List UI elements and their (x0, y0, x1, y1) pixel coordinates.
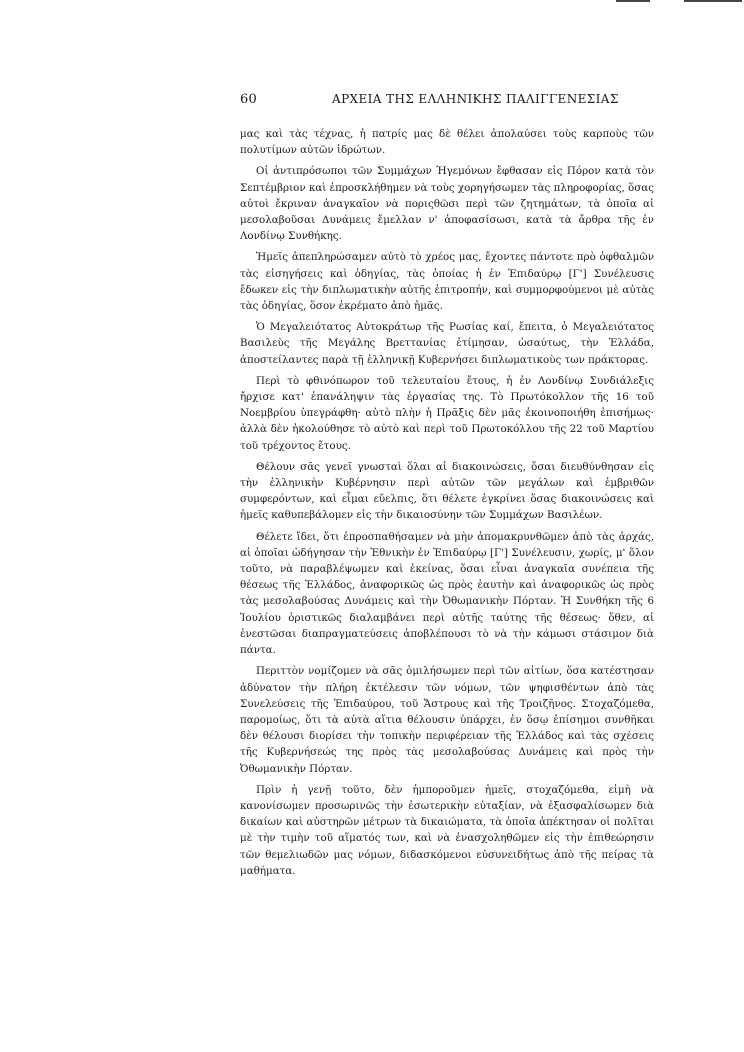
paragraph: Ὁ Μεγαλειότατος Αὐτοκράτωρ τῆς Ρωσίας καί, ἔπειτα, ὁ Μεγαλειότατος Βασιλεὺς τῆς Μεγάλης Βρεττανίας ἐτίμησαν, ὡσαύτως, τὴν Ἑλλάδα, ἀποστείλαντες παρὰ τῇ ἑλληνικῇ Κυβερνήσει διπλωματικοὺς των πράκτορας. (240, 321, 654, 366)
paragraph: Περὶ τὸ φθινόπωρον τοῦ τελευταίου ἔτους, ἡ ἐν Λονδίνῳ Συνδιάλεξις ἤρχισε κατ' ἐπανάληψιν τὰς ἐργασίας της. Τὸ Πρωτόκολλον τῆς 16 τοῦ Νοεμβρίου ὑπεγράφθη· αὐτὸ πλὴν ἡ Πρᾶξις δὲν μᾶς ἐκοινοποιήθη ἐπισήμως· ἀλλὰ δὲν ἠκολούθησε τὸ αὐτὸ καὶ περὶ τοῦ Πρωτοκόλλου τῆς 22 τοῦ Μαρτίου τοῦ τρέχοντος ἔτους. (240, 374, 654, 452)
page-number: 60 (240, 92, 257, 107)
paragraph-continuation: μας καὶ τὰς τέχνας, ἡ πατρίς μας δὲ θέλει ἀπολαύσει τοὺς καρποὺς τῶν πολυτίμων αὐτῶν ἱδρώτων. (240, 128, 654, 157)
paragraph: Θέλετε ἴδει, ὅτι ἐπροσπαθήσαμεν νὰ μὴν ἀπομακρυνθῶμεν ἀπὸ τὰς ἀρχάς, αἱ ὁποῖαι ὡδήγησαν τὴν Ἐθνικὴν ἐν Ἐπιδαύρῳ [Γ'] Συνέλευσιν, χωρίς, μ' ὅλον τοῦτο, νὰ παραβλέψωμεν καὶ ἐκείνας, ὅσαι εἶναι ἀναγκαῖα συνέπεια τῆς θέσεως τῆς Ἑλλάδος, ἀναφορικῶς ὡς πρὸς ἑαυτὴν καὶ ἀναφορικῶς ὡς πρὸς τὰς μεσολαβούσας Δυνάμεις καὶ τὴν Ὀθωμανικὴν Πόρταν. Ἡ Συνθήκη τῆς 6 Ἰουλίου ὁριστικῶς διαλαμβάνει περὶ αὐτῆς ταύτης τῆς θέσεως· ὅθεν, αἱ ἐνεστῶσαι διαπραγματεύσεις ἀποβλέπουσι τὸ νὰ τὴν κάμωσι στάσιμον διὰ πάντα. (240, 530, 654, 657)
paragraph: Ἡμεῖς ἀπεπληρώσαμεν αὐτὸ τὸ χρέος μας, ἔχοντες πάντοτε πρὸ ὀφθαλμῶν τὰς εἰσηγήσεις καὶ ὁδηγίας, τὰς ὁποίας ἡ ἐν Ἐπιδαύρῳ [Γ'] Συνέλευσις ἔδωκεν εἰς τὴν διπλωματικὴν αὐτῆς ἐπιτροπήν, καὶ συμμορφούμενοι μὲ αὐτὰς τὰς ὁδηγίας, ὅσον ἐκρέματο ἀπὸ ἡμᾶς. (240, 251, 654, 313)
paragraph: Περιττὸν νομίζομεν νὰ σᾶς ὁμιλήσωμεν περὶ τῶν αἰτίων, ὅσα κατέστησαν ἀδύνατον τὴν πλήρη ἐκτέλεσιν τῶν νόμων, τῶν ψηφισθέντων ἀπὸ τὰς Συνελεύσεις τῆς Ἐπιδαύρου, τοῦ Ἄστρους καὶ τῆς Τροιζῆνος. Στοχαζόμεθα, παρομοίως, ὅτι τὰ αὐτὰ αἴτια θέλουσιν ὑπάρχει, ἐν ὅσῳ ἐπίσημοι συνθῆκαι δὲν θέλουσι διορίσει τὴν τοπικὴν περιφέρειαν τῆς Ἑλλάδος καὶ τὰς σχέσεις τῆς Κυβερνήσεώς της πρὸς τὰς μεσολαβούσας Δυνάμεις καὶ πρὸς τὴν Ὀθωμανικὴν Πόρταν. (240, 665, 654, 775)
paragraph: Πρὶν ἡ γενῇ τοῦτο, δὲν ἠμποροῦμεν ἡμεῖς, στοχαζόμεθα, εἰμὴ νὰ κανονίσωμεν προσωρινῶς τὴν ἐσωτερικὴν εὐταξίαν, νὰ ἐξασφαλίσωμεν διὰ δικαίων καὶ αὐστηρῶν μέτρων τὰ δικαιώματα, τὰ ὁποῖα ἀπέκτησαν οἱ πολῖται μὲ τὴν τιμὴν τοῦ αἵματός των, καὶ νὰ ἐνασχοληθῶμεν εἰς τὴν ἐπιθεώρησιν τῶν θεμελιωδῶν μας νόμων, διδασκόμενοι εὐσυνειδήτως ἀπὸ τῆς πείρας τὰ μαθήματα. (240, 783, 654, 877)
running-title: ΑΡΧΕΙΑ ΤΗΣ ΕΛΛΗΝΙΚΗΣ ΠΑΛΙΓΓΕΝΕΣΙΑΣ (332, 92, 619, 106)
scan-edge-mark-left (616, 0, 650, 2)
paragraph: Οἱ ἀντιπρόσωποι τῶν Συμμάχων Ἡγεμόνων ἔφθασαν εἰς Πόρον κατὰ τὸν Σεπτέμβριον καὶ ἐπροσκλήθημεν νὰ τοὺς χορηγήσωμεν τὰς πληροφορίας, ὅσας αὐτοὶ ἔκριναν ἀναγκαῖον νὰ ποριςθῶσι περὶ τῶν ζητημάτων, τὰ ὁποῖα αἱ μεσολαβοῦσαι Δυνάμεις ἔμελλαν ν' ἀποφασίσωσι, κατὰ τὰ ἄρθρα τῆς ἐν Λονδίνῳ Συνθήκης. (240, 165, 654, 243)
running-head (240, 92, 654, 112)
document-page (240, 92, 654, 884)
paragraph: Θέλουν σᾶς γενεῖ γνωσταὶ ὅλαι αἱ διακοινώσεις, ὅσαι διευθύνθησαν εἰς τὴν ἑλληνικὴν Κυβέρνησιν περὶ αὐτῶν τῶν μεγάλων καὶ ἐμβριθῶν συμφερόντων, καὶ εἶμαι εὔελπις, ὅτι θέλετε ἐγκρίνει ὅσας διακοινώσεις καὶ ἡμεῖς καθυπεβάλομεν εἰς τὴν δικαιοσύνην τῶν Συμμάχων Βασιλέων. (240, 460, 654, 522)
scan-edge-mark-right (684, 0, 742, 2)
body-text (240, 126, 654, 879)
